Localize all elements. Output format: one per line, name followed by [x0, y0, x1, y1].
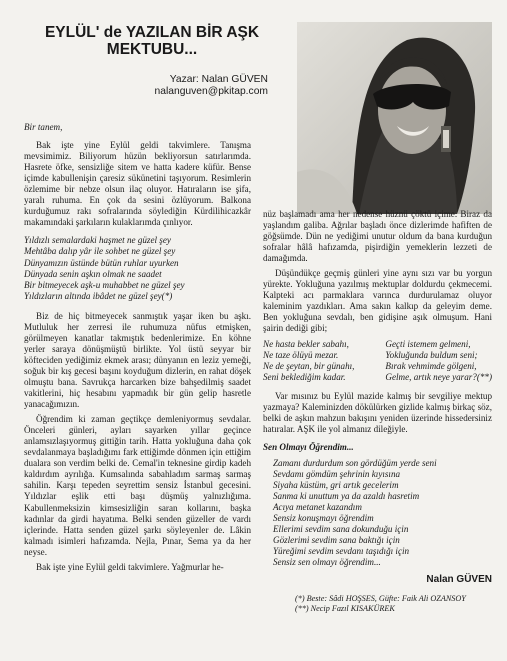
poem-line: Yıldızlı semalardaki haşmet ne güzel şey	[24, 235, 171, 246]
author-portrait-image	[297, 22, 492, 214]
paragraph-4-end: nüz başlamadı ama her nedense hüznü çöktü içime. Biraz da yaşlandım galiba. Ağrılar başladı önce dizlerimde hafiften de göğsümde. Dün ne yediğimi unutur oldum da bana kurduğun sofralar hâlâ hafızamda, pişirdiğin yemeklerin lezzeti de damağımda.	[263, 209, 492, 264]
paragraph-4-start: Bak işte yine Eylül geldi takvimlere. Yağmurlar he-	[36, 561, 224, 572]
article-title-line-1: EYLÜL' de YAZILAN BİR AŞK	[44, 24, 260, 41]
poem-line: Ne hasta bekler sabahı,	[263, 338, 349, 349]
poem-line: Ne de şeytan, bir günahı,	[263, 360, 355, 371]
poem-2	[263, 339, 492, 383]
poem-line: Acıya metanet kazandım	[273, 502, 362, 513]
poem-line: Dünyada senin aşkın olmak ne saadet	[24, 268, 162, 279]
poem-2-left	[263, 339, 354, 383]
poem-line: Siyaha küstüm, gri artık gecelerim	[273, 480, 399, 491]
poem-line: Dünyamızın üstünde bütün ruhlar uyurken	[24, 257, 179, 268]
footnotes	[295, 594, 492, 614]
author-email: nalanguven@pkitap.com	[154, 86, 268, 97]
author-photo	[297, 22, 492, 214]
poem-line: Sensiz konuşmayı öğrendim	[273, 513, 374, 524]
column-1	[24, 122, 251, 577]
salutation: Bir tanem,	[24, 122, 63, 132]
poem-line: Geçti istemem gelmeni,	[385, 338, 471, 349]
poem-line: Sevdamı gömdüm şehrinin kıyısına	[273, 468, 401, 479]
poem-line: Bir bitmeyecek aşk-u muhabbet ne güzel şey	[24, 279, 185, 290]
poem-line: Zamanı durdurdum son gördüğüm yerde seni	[273, 457, 437, 468]
poem-line: Gözlerimi sevdim sana baktığı için	[273, 535, 400, 546]
footnote-2: (**) Necip Fazıl KISAKÜREK	[295, 604, 395, 614]
article-title-line-2: MEKTUBU...	[106, 41, 198, 58]
poem-line: Seni beklediğim kadar.	[263, 371, 346, 382]
poem-line: Yüreğimi sevdim sevdanı taşıdığı için	[273, 546, 410, 557]
article-title	[24, 24, 280, 58]
poem-line: Bırak vehmimde gölgeni,	[385, 360, 477, 371]
poem-line: Sensiz sen olmayı öğrendim...	[273, 557, 381, 568]
poem-line: Ellerimi sevdim sana dokunduğu için	[273, 524, 409, 535]
poem-line: Yokluğunda buldum seni;	[385, 349, 478, 360]
poem-line: Sanma ki unuttum ya da azaldı hasretim	[273, 491, 420, 502]
byline	[24, 74, 268, 98]
paragraph-2: Biz de hiç bitmeyecek sanmıştık yaşar iken bu aşkı. Mutluluk her zerresi ile ruhumuza nüfus etmişken, görülmeyen kanatlar takmıştık bedenlerimize. En köhne yerler saraya dönüşmüştü birlikte. Yol üstü seyyar bir köfteciden yediğimiz ekmek arası; dünyanın en leziz yemeği, soğuk bir kış gecesi başını koyduğum dizlerin, en rahat döşek olmuştu bana. Savrukça harcarken bize bahşedilmiş saadet vakitlerini, hiç hesabını yapmadık bir gün gelip hasretle yanacağımızın.	[24, 310, 251, 410]
poem-line: Ne taze ölüyü mezar.	[263, 349, 339, 360]
poem-2-right	[385, 339, 492, 383]
paragraph-3: Öğrendim ki zaman geçtikçe demleniyormuş sevdalar. Önceleri günleri, ayları sayarken yıllar geçince anlamsızlaşıyormuş gittiğin tarih. Hatta yokluğuna daha çok sevdalanmaya başladığımı fark ettiğimde dönmen için ettiğim dualara son verdim belki de. Cemal'in teknesine girdip kadeh kaldırdım ayrılığa. Kumsalında sabahladım sarmaş sarmaş sahilin. Karşı tepeden seyrettim sensiz İstanbul gecesini. Yıldızlar eşlik etti başı düşmüş yalnızlığıma. Kabullenmeksizin kimsesizliğin saran kollarını, başka kadınlar da girdi hayatıma. Belki senden güzeller de vardı içlerinde. Hatta senden güzel şarkı söyleyenler de. Lâkin kalmadı isimleri hafızamda. Nejla, Pınar, Sema ya da her neyse.	[24, 414, 251, 557]
author-name: Yazar: Nalan GÜVEN	[169, 74, 268, 85]
poem-line: Gelme, artık neye yarar?(**)	[385, 371, 492, 382]
poem-line: Mehtâba dalıp yâr ile sohbet ne güzel şey	[24, 246, 176, 257]
poem-1	[24, 235, 251, 301]
column-2	[263, 209, 492, 614]
paragraph-1: Bak işte yine Eylül geldi takvimlere. Tanışma mevsimimiz. Biliyorum hüzün bekliyorsun satırlarımda. Hasrete öfke, sensizliğe sitem ve hatta kadere küfür. Bense içimde kabullenişin çaresiz sükünetini taşıyorum. Resimlerin özlemime bir nebze olsun ilaç oluyor. Hatıraların ise şifa, yaralı ruhuma. En çok da sesini özlüyorum. Balkona kurduğumuz rakı sofralarında söylediğin Kürdilihicazkâr makamındaki şarkıların kulaklarımda çınlıyor.	[24, 140, 251, 228]
paragraph-5: Düşündükçe geçmiş günleri yine aynı sızı var bu yorgun yürekte. Yokluğuna yazılmış mektuplar doldurdu çekmecemi. Kalpteki acı parmaklara varınca durdurulamaz oluyor kaleminim yazdıkları. Ama sakın kalkıp da geleyim deme. Ben yokluğuna sevdalı, ben gidişine aşık olmuşum. Hani şairin dediği gibi;	[263, 268, 492, 334]
paragraph-6: Var mısınız bu Eylül mazide kalmış bir sevgiliye mektup yazmaya? Kaleminizden dökülürken gizlide kalmış birkaç söz, belki de aşkın mahzun bakışını yeniden üzerinde hissedersiniz hatıralar. AŞK ile yol almanız dileğiyle.	[263, 390, 492, 434]
poem-line: Yıldızların altında ibâdet ne güzel şey(*)	[24, 290, 173, 301]
poem-3-title: Sen Olmayı Öğrendim...	[263, 441, 354, 452]
signature: Nalan GÜVEN	[426, 574, 492, 586]
footnote-1: (*) Beste: Sâdi HOŞSES, Güfte: Faik Ali OZANSOY	[295, 594, 466, 604]
poem-3	[273, 458, 492, 568]
